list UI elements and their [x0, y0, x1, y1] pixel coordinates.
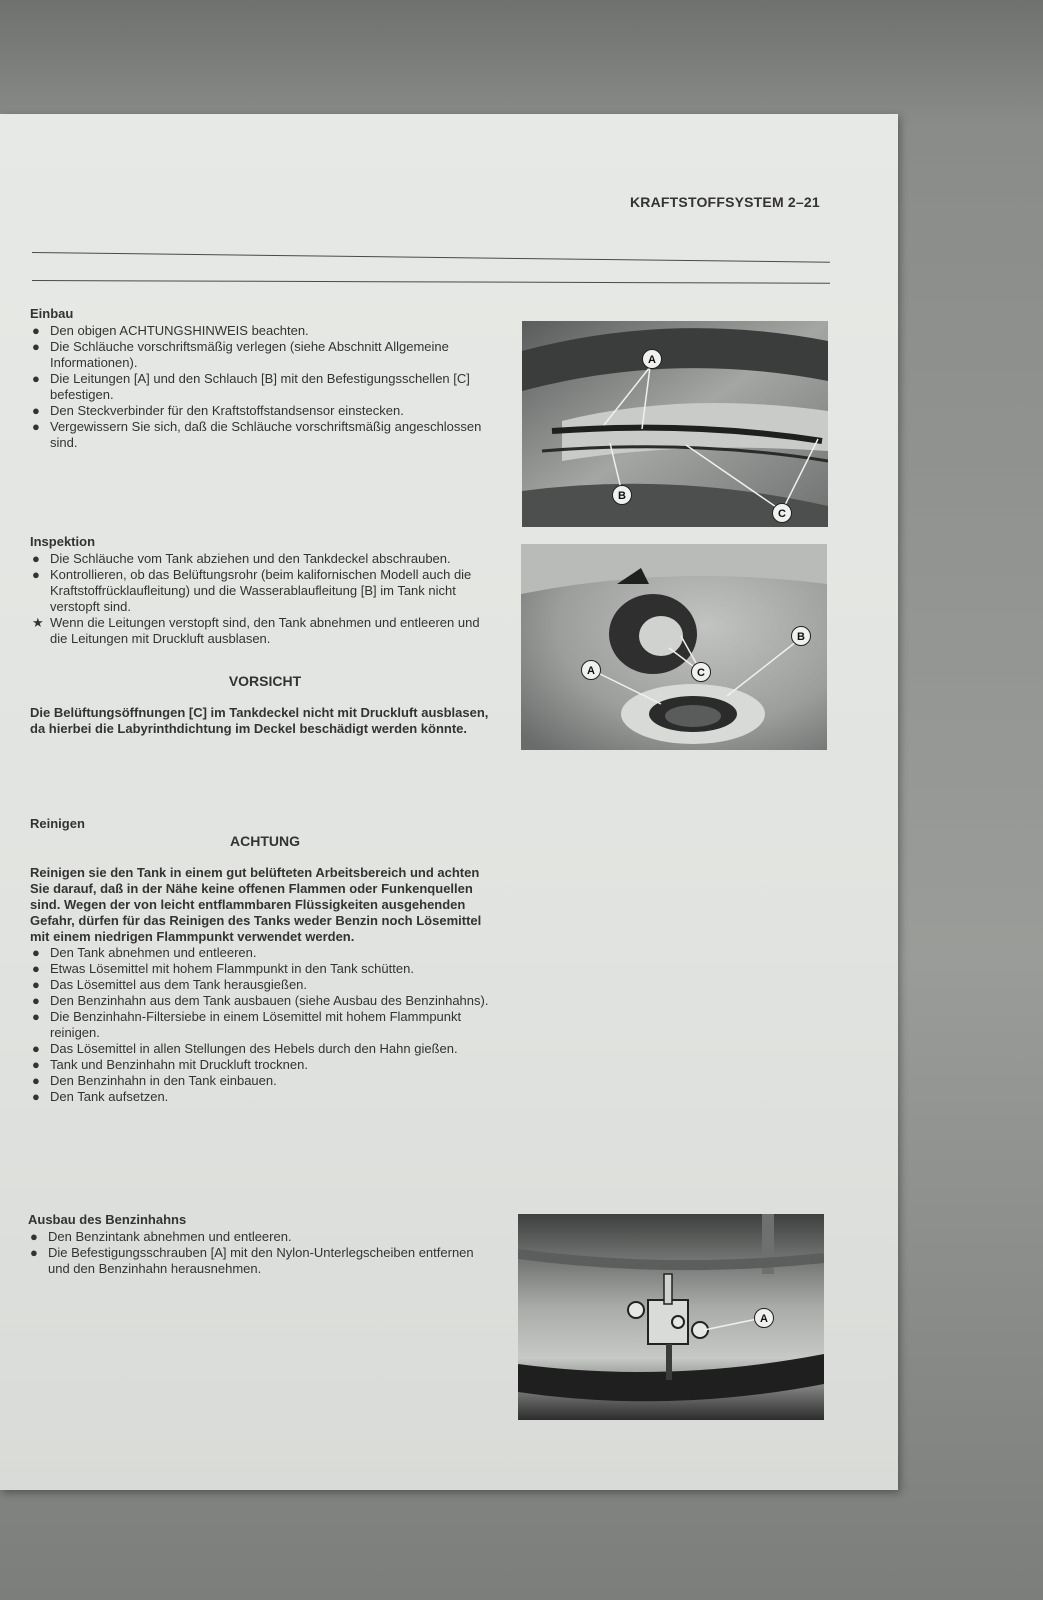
list-item — [30, 371, 500, 403]
bullet-icon: ● — [32, 323, 40, 338]
list-item — [30, 961, 500, 977]
list-item — [30, 1073, 500, 1089]
list-item — [30, 1089, 500, 1105]
bullet-icon: ● — [32, 403, 40, 418]
list-item — [30, 1057, 500, 1073]
list-item — [30, 1041, 500, 1057]
photo-hose-routing — [522, 321, 828, 527]
list-item-text: Vergewissern Sie sich, daß die Schläuche vorschriftsmäßig angeschlossen sind. — [50, 419, 482, 450]
header-rule-2 — [32, 280, 830, 284]
bullet-icon: ● — [32, 945, 40, 960]
section-einbau — [30, 306, 500, 451]
list-item-text: Tank und Benzinhahn mit Druckluft trocknen. — [50, 1057, 308, 1072]
list-item-text: Wenn die Leitungen verstopft sind, den Tank abnehmen und entleeren und die Leitungen mit Druckluft ausblasen. — [50, 615, 480, 646]
section-heading: Ausbau des Benzinhahns — [28, 1212, 187, 1227]
list-item-text: Die Schläuche vom Tank abziehen und den Tankdeckel abschrauben. — [50, 551, 451, 566]
list-item — [30, 945, 500, 961]
header-rule-1 — [32, 252, 830, 263]
callout-label: A — [754, 1308, 774, 1328]
list-item — [30, 323, 500, 339]
photo-fuel-tap-drawing — [518, 1214, 824, 1420]
bullet-icon: ● — [30, 1229, 38, 1244]
list-item-text: Den Benzintank abnehmen und entleeren. — [48, 1229, 292, 1244]
section-inspektion — [30, 534, 500, 737]
bullet-icon: ● — [32, 1073, 40, 1088]
callout-label: B — [612, 485, 632, 505]
star-bullet-icon: ★ — [32, 615, 44, 630]
list-item — [30, 419, 500, 451]
list-item-text: Die Befestigungsschrauben [A] mit den Nylon-Unterlegscheiben entfernen und den Benzinhahn herausnehmen. — [48, 1245, 474, 1276]
callout-label: A — [581, 660, 601, 680]
manual-page — [0, 114, 898, 1490]
list-item-text: Die Schläuche vorschriftsmäßig verlegen (siehe Abschnitt Allgemeine Informationen). — [50, 339, 449, 370]
list-item-text: Den Steckverbinder für den Kraftstoffstandsensor einstecken. — [50, 403, 404, 418]
section-heading: Einbau — [30, 306, 74, 321]
warning-text: Reinigen sie den Tank in einem gut belüfteten Arbeitsbereich und achten Sie darauf, daß in der Nähe keine offenen Flammen oder Funkenquellen sind. Wegen der von leicht entflammbaren Flüssigkeiten ausgehenden Gefahr, dürfen für das Reinigen des Tanks weder Benzin noch Lösemittel mit einem niedrigen Flammpunkt verwendet werden. — [30, 865, 482, 944]
bullet-icon: ● — [32, 1041, 40, 1056]
callout-label: A — [642, 349, 662, 369]
warning-title: ACHTUNG — [230, 833, 300, 849]
bullet-icon: ● — [32, 977, 40, 992]
list-item-text: Das Lösemittel aus dem Tank herausgießen. — [50, 977, 308, 992]
section-ausbau — [28, 1212, 498, 1277]
photo-tank-cap-drawing — [521, 544, 827, 750]
bullet-icon: ● — [32, 1009, 40, 1024]
page-header-title: KRAFTSTOFFSYSTEM 2–21 — [630, 194, 820, 210]
section-heading: Inspektion — [30, 534, 96, 549]
list-item-text: Die Leitungen [A] und den Schlauch [B] mit den Befestigungsschellen [C] befestigen. — [50, 371, 470, 402]
bullet-icon: ● — [32, 993, 40, 1008]
list-item-text: Den obigen ACHTUNGSHINWEIS beachten. — [50, 323, 309, 338]
list-item — [30, 551, 500, 567]
list-item — [30, 339, 500, 371]
section-reinigen — [30, 816, 500, 1105]
list-item-text: Den Tank abnehmen und entleeren. — [50, 945, 257, 960]
list-item — [30, 977, 500, 993]
caution-title: VORSICHT — [228, 673, 302, 689]
photo-hose-routing-drawing — [522, 321, 828, 527]
callout-label: C — [772, 503, 792, 523]
list-item — [28, 1229, 498, 1245]
bullet-icon: ● — [32, 419, 40, 434]
list-item — [28, 1245, 498, 1277]
list-item-text: Kontrollieren, ob das Belüftungsrohr (beim kalifornischen Modell auch die Kraftstoffrücklaufleitung) und die Wasserablaufleitung [B] im Tank nicht verstopft sind. — [50, 567, 472, 614]
list-item — [30, 615, 500, 647]
photo-tank-cap — [521, 544, 827, 750]
bullet-icon: ● — [30, 1245, 38, 1260]
callout-label: C — [691, 662, 711, 682]
bullet-icon: ● — [32, 1057, 40, 1072]
list-item — [30, 567, 500, 615]
list-item-text: Etwas Lösemittel mit hohem Flammpunkt in den Tank schütten. — [50, 961, 414, 976]
bullet-icon: ● — [32, 371, 40, 386]
list-item-text: Das Lösemittel in allen Stellungen des Hebels durch den Hahn gießen. — [50, 1041, 458, 1056]
caution-text: Die Belüftungsöffnungen [C] im Tankdeckel nicht mit Druckluft ausblasen, da hierbei die Labyrinthdichtung im Deckel beschädigt werden könnte. — [30, 705, 489, 736]
list-item-text: Den Tank aufsetzen. — [50, 1089, 169, 1104]
list-item — [30, 993, 500, 1009]
bullet-icon: ● — [32, 339, 40, 354]
list-item — [30, 403, 500, 419]
list-item-text: Den Benzinhahn aus dem Tank ausbauen (siehe Ausbau des Benzinhahns). — [50, 993, 489, 1008]
photo-fuel-tap — [518, 1214, 824, 1420]
section-heading: Reinigen — [30, 816, 85, 831]
bullet-icon: ● — [32, 961, 40, 976]
bullet-icon: ● — [32, 567, 40, 582]
bullet-icon: ● — [32, 1089, 40, 1104]
list-item-text: Den Benzinhahn in den Tank einbauen. — [50, 1073, 277, 1088]
list-item — [30, 1009, 500, 1041]
bullet-icon: ● — [32, 551, 40, 566]
list-item-text: Die Benzinhahn-Filtersiebe in einem Lösemittel mit hohem Flammpunkt reinigen. — [50, 1009, 462, 1040]
callout-label: B — [791, 626, 811, 646]
